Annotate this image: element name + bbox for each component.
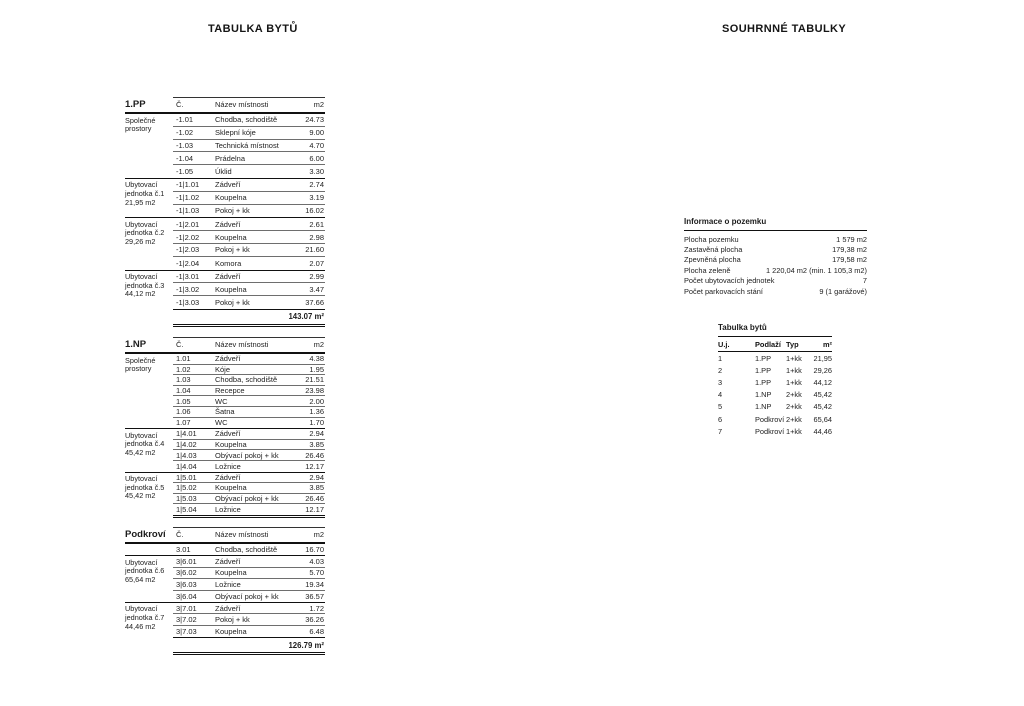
group-label-line: prostory <box>125 364 152 374</box>
room-name: Chodba, schodiště <box>215 375 278 385</box>
room-row <box>173 556 325 567</box>
room-area: 2.99 <box>309 271 324 281</box>
land-info-row <box>684 244 867 254</box>
apartment-row <box>718 389 832 401</box>
land-info-label: Zastavěná plocha <box>684 245 743 255</box>
room-number: 1.04 <box>176 386 191 396</box>
col-header-floor: Podlaží <box>755 339 781 349</box>
room-name: Ložnice <box>215 461 241 471</box>
apartment-floor: 1.PP <box>755 365 772 375</box>
group-label <box>125 473 173 515</box>
room-name: Ložnice <box>215 579 241 589</box>
apartment-type: 2+kk <box>786 390 802 400</box>
room-name: Recepce <box>215 386 245 396</box>
apartments-summary-table <box>718 323 832 437</box>
apartment-floor: Podkroví <box>755 426 785 436</box>
room-table-header <box>125 97 325 114</box>
apartment-unit: 3 <box>718 377 723 387</box>
apartment-row <box>718 376 832 388</box>
room-row <box>173 386 325 397</box>
land-info-label: Plocha zeleně <box>684 265 731 275</box>
room-area: 1.70 <box>309 418 324 428</box>
room-area: 21.51 <box>305 375 324 385</box>
group-label-line: 65,64 m2 <box>125 575 156 585</box>
apartment-type: 1+kk <box>786 377 802 387</box>
col-header-name: Název místnosti <box>215 340 269 349</box>
room-area: 3.85 <box>309 483 324 493</box>
group-rows <box>173 544 325 555</box>
group-label-line: jednotka č.2 <box>125 228 165 238</box>
group-label-line: 45,42 m2 <box>125 491 156 501</box>
room-area: 23.98 <box>305 386 324 396</box>
apartment-unit: 2 <box>718 365 723 375</box>
room-number: 1.06 <box>176 407 191 417</box>
land-info-label: Počet ubytovacích jednotek <box>684 276 775 286</box>
room-row <box>173 494 325 505</box>
room-row <box>173 418 325 429</box>
room-name: Komora <box>215 258 242 268</box>
room-number: -1.03 <box>176 140 194 150</box>
room-row <box>173 579 325 590</box>
room-row <box>173 271 325 284</box>
group-label-line: 21,95 m2 <box>125 197 156 207</box>
apartments-header-row <box>718 337 832 352</box>
room-name: Koupelna <box>215 284 247 294</box>
group-label-line: Ubytovací <box>125 219 158 229</box>
room-area: 9.00 <box>309 128 324 138</box>
room-number: 1.07 <box>176 418 191 428</box>
room-name: Obývací pokoj + kk <box>215 450 279 460</box>
group-rows <box>173 473 325 515</box>
room-area: 37.66 <box>305 298 324 308</box>
room-area: 3.30 <box>309 167 324 177</box>
room-row <box>173 591 325 602</box>
land-info-value: 1 220,04 m2 (min. 1 105,3 m2) <box>765 265 867 275</box>
room-group <box>125 217 325 269</box>
room-name: Koupelna <box>215 483 247 493</box>
col-header-area: m2 <box>313 530 324 539</box>
room-row <box>173 375 325 386</box>
col-header-number: Č. <box>176 530 184 539</box>
room-name: Pokoj + kk <box>215 298 250 308</box>
group-label-line: 29,26 m2 <box>125 237 156 247</box>
room-group <box>125 555 325 602</box>
group-label-line: 44,46 m2 <box>125 621 156 631</box>
apartment-area: 29,26 <box>813 365 832 375</box>
room-table-header <box>125 527 325 544</box>
room-area: 2.94 <box>309 472 324 482</box>
room-group <box>125 114 325 178</box>
room-name: Prádelna <box>215 153 246 163</box>
room-number: -1.01 <box>176 115 194 125</box>
room-name: Koupelna <box>215 193 247 203</box>
room-area: 16.02 <box>305 206 324 216</box>
room-number: 3|6.01 <box>176 557 197 567</box>
apartment-area: 45,42 <box>813 402 832 412</box>
land-info-table <box>684 217 867 296</box>
room-group <box>125 270 325 309</box>
apartment-area: 44,46 <box>813 426 832 436</box>
group-label-line: Ubytovací <box>125 180 158 190</box>
room-row <box>173 396 325 407</box>
room-number: -1|3.02 <box>176 284 200 294</box>
room-row <box>173 192 325 205</box>
room-name: Zádveří <box>215 354 241 364</box>
room-row <box>173 296 325 309</box>
group-label-line: jednotka č.4 <box>125 439 165 449</box>
group-label-line: jednotka č.1 <box>125 189 165 199</box>
land-info-value: 179,38 m2 <box>832 245 867 255</box>
apartment-unit: 1 <box>718 353 723 363</box>
group-rows <box>173 179 325 217</box>
room-area: 36.26 <box>305 615 324 625</box>
room-area: 4.38 <box>309 354 324 364</box>
room-row <box>173 614 325 625</box>
room-row <box>173 257 325 270</box>
room-name: Koupelna <box>215 568 247 578</box>
apartment-unit: 6 <box>718 414 723 424</box>
group-label-line: Ubytovací <box>125 604 158 614</box>
apartment-floor: 1.NP <box>755 390 772 400</box>
group-label-line: jednotka č.6 <box>125 566 165 576</box>
apartment-area: 44,12 <box>813 377 832 387</box>
room-area: 2.98 <box>309 232 324 242</box>
apartment-unit: 4 <box>718 390 723 400</box>
room-name: Obývací pokoj + kk <box>215 591 279 601</box>
room-area: 6.48 <box>309 626 324 636</box>
group-label-line: Ubytovací <box>125 557 158 567</box>
room-group <box>125 354 325 428</box>
room-number: -1|3.01 <box>176 271 200 281</box>
room-area: 12.17 <box>305 505 324 515</box>
land-info-row <box>684 276 867 286</box>
room-area: 4.70 <box>309 140 324 150</box>
apartment-type: 1+kk <box>786 353 802 363</box>
room-area: 2.07 <box>309 258 324 268</box>
room-table-1np <box>125 337 325 518</box>
room-name: Zádveří <box>215 472 241 482</box>
land-info-value: 1 579 m2 <box>836 234 867 244</box>
room-area: 24.73 <box>305 115 324 125</box>
group-rows <box>173 429 325 471</box>
room-row <box>173 114 325 127</box>
room-area: 2.00 <box>309 396 324 406</box>
room-row <box>173 218 325 231</box>
group-label-line: Ubytovací <box>125 474 158 484</box>
room-row <box>173 152 325 165</box>
room-row <box>173 450 325 461</box>
col-header-area: m² <box>822 339 832 349</box>
land-info-row <box>684 265 867 275</box>
room-group <box>125 472 325 515</box>
group-label-line: 44,12 m2 <box>125 289 156 299</box>
group-label-line: 45,42 m2 <box>125 447 156 457</box>
room-name: Zádveří <box>215 557 241 567</box>
col-header-number: Č. <box>176 340 184 349</box>
room-area: 2.61 <box>309 219 324 229</box>
group-label <box>125 544 173 555</box>
room-row <box>173 626 325 637</box>
room-row <box>173 473 325 484</box>
land-info-value: 7 <box>862 276 867 286</box>
group-label-line: jednotka č.5 <box>125 482 165 492</box>
room-area: 26.46 <box>305 494 324 504</box>
room-number: 1|4.03 <box>176 450 197 460</box>
room-number: 1.01 <box>176 354 191 364</box>
room-row <box>173 544 325 555</box>
room-area: 2.94 <box>309 429 324 439</box>
room-area: 1.36 <box>309 407 324 417</box>
column-headers <box>173 97 325 112</box>
apartment-area: 65,64 <box>813 414 832 424</box>
room-number: 1.03 <box>176 375 191 385</box>
apartment-floor: 1.PP <box>755 353 772 363</box>
room-number: 1|5.03 <box>176 494 197 504</box>
room-number: 1.05 <box>176 396 191 406</box>
apartment-unit: 7 <box>718 426 723 436</box>
room-name: Šatna <box>215 407 235 417</box>
room-number: 3|7.02 <box>176 615 197 625</box>
room-number: -1|3.03 <box>176 298 200 308</box>
group-label <box>125 354 173 428</box>
room-area: 26.46 <box>305 450 324 460</box>
room-name: Zádveří <box>215 603 241 613</box>
room-number: 3|7.03 <box>176 626 197 636</box>
room-name: Zádveří <box>215 219 241 229</box>
col-header-name: Název místnosti <box>215 100 269 109</box>
apartment-area: 45,42 <box>813 390 832 400</box>
room-name: Kóje <box>215 364 231 374</box>
land-info-row <box>684 286 867 296</box>
room-row <box>173 568 325 579</box>
apartment-type: 2+kk <box>786 402 802 412</box>
room-name: Koupelna <box>215 232 247 242</box>
group-label <box>125 429 173 471</box>
land-info-row <box>684 234 867 244</box>
room-table-header <box>125 337 325 354</box>
room-area: 16.70 <box>305 545 324 555</box>
apartment-row <box>718 352 832 364</box>
group-label <box>125 556 173 602</box>
apartment-type: 1+kk <box>786 426 802 436</box>
column-headers <box>173 337 325 352</box>
room-name: WC <box>215 418 228 428</box>
left-page-title: TABULKA BYTŮ <box>208 23 298 35</box>
col-header-area: m2 <box>313 100 324 109</box>
room-group <box>125 178 325 217</box>
apartment-row <box>718 425 832 437</box>
room-name: Zádveří <box>215 429 241 439</box>
room-name: Obývací pokoj + kk <box>215 494 279 504</box>
room-number: -1.04 <box>176 153 194 163</box>
room-number: 3|6.04 <box>176 591 197 601</box>
room-number: 3|6.03 <box>176 579 197 589</box>
room-name: Pokoj + kk <box>215 615 250 625</box>
group-rows <box>173 114 325 178</box>
room-number: 1|4.02 <box>176 440 197 450</box>
room-name: WC <box>215 396 228 406</box>
col-header-area: m2 <box>313 340 324 349</box>
room-area: 36.57 <box>305 591 324 601</box>
room-row <box>173 461 325 472</box>
table-end-rule <box>173 515 325 518</box>
apartment-area: 21,95 <box>813 353 832 363</box>
room-group <box>125 602 325 637</box>
land-info-row <box>684 255 867 265</box>
room-area: 21.60 <box>305 245 324 255</box>
group-label <box>125 271 173 309</box>
col-header-number: Č. <box>176 100 184 109</box>
room-name: Zádveří <box>215 180 241 190</box>
room-row <box>173 231 325 244</box>
room-number: -1|1.03 <box>176 206 200 216</box>
room-area: 3.47 <box>309 284 324 294</box>
apartment-row <box>718 401 832 413</box>
column-headers <box>173 527 325 542</box>
room-area: 5.70 <box>309 568 324 578</box>
apartment-row <box>718 413 832 425</box>
group-label-line: jednotka č.7 <box>125 613 165 623</box>
room-name: Chodba, schodiště <box>215 545 278 555</box>
group-rows <box>173 218 325 269</box>
room-table-1pp <box>125 97 325 327</box>
room-area: 19.34 <box>305 579 324 589</box>
room-number: -1|2.02 <box>176 232 200 242</box>
room-number: -1|2.01 <box>176 219 200 229</box>
group-label-line: Ubytovací <box>125 430 158 440</box>
room-row <box>173 127 325 140</box>
group-label <box>125 218 173 269</box>
room-name: Koupelna <box>215 440 247 450</box>
right-page-title: SOUHRNNÉ TABULKY <box>722 23 847 35</box>
apartment-floor: 1.PP <box>755 377 772 387</box>
col-header-unit: U.j. <box>718 339 730 349</box>
room-number: -1|2.03 <box>176 245 200 255</box>
floor-label: Podkroví <box>125 529 166 540</box>
col-header-name: Název místnosti <box>215 530 269 539</box>
group-label <box>125 603 173 637</box>
group-rows <box>173 354 325 428</box>
room-name: Chodba, schodiště <box>215 115 278 125</box>
apartment-unit: 5 <box>718 402 723 412</box>
group-label-line: prostory <box>125 124 152 134</box>
room-table-podkrovi <box>125 527 325 655</box>
group-label-line: Ubytovací <box>125 272 158 282</box>
apartment-row <box>718 364 832 376</box>
room-number: 1|5.04 <box>176 505 197 515</box>
room-area: 12.17 <box>305 461 324 471</box>
floor-label: 1.PP <box>125 99 146 110</box>
floor-label: 1.NP <box>125 339 147 350</box>
room-number: -1|1.02 <box>176 193 200 203</box>
room-name: Technická místnost <box>215 140 279 150</box>
room-row <box>173 244 325 257</box>
room-row <box>173 165 325 178</box>
room-row <box>173 504 325 515</box>
room-area: 6.00 <box>309 153 324 163</box>
room-name: Zádveří <box>215 271 241 281</box>
group-rows <box>173 271 325 309</box>
room-number: -1.02 <box>176 128 194 138</box>
room-row <box>173 483 325 494</box>
room-row <box>173 365 325 376</box>
room-group <box>125 428 325 471</box>
apartment-floor: Podkroví <box>755 414 785 424</box>
room-name: Sklepní kóje <box>215 128 256 138</box>
room-group <box>125 544 325 555</box>
room-number: 3.01 <box>176 545 191 555</box>
group-label-line: Společné <box>125 115 156 125</box>
room-number: 1|4.04 <box>176 461 197 471</box>
room-number: 1.02 <box>176 364 191 374</box>
room-area: 2.74 <box>309 180 324 190</box>
apartment-type: 2+kk <box>786 414 802 424</box>
group-rows <box>173 603 325 637</box>
room-row <box>173 283 325 296</box>
land-info-value: 179,58 m2 <box>832 255 867 265</box>
apartment-floor: 1.NP <box>755 402 772 412</box>
room-name: Pokoj + kk <box>215 206 250 216</box>
room-number: 1|4.01 <box>176 429 197 439</box>
room-name: Ložnice <box>215 505 241 515</box>
room-area: 3.85 <box>309 440 324 450</box>
room-number: 3|7.01 <box>176 603 197 613</box>
room-row <box>173 407 325 418</box>
room-row <box>173 140 325 153</box>
room-area: 1.95 <box>309 364 324 374</box>
room-area: 1.72 <box>309 603 324 613</box>
room-number: 1|5.02 <box>176 483 197 493</box>
land-info-label: Zpevněná plocha <box>684 255 741 265</box>
room-row <box>173 354 325 365</box>
room-number: 3|6.02 <box>176 568 197 578</box>
land-info-title: Informace o pozemku <box>684 217 867 231</box>
room-name: Koupelna <box>215 626 247 636</box>
room-number: -1|1.01 <box>176 180 200 190</box>
room-number: 1|5.01 <box>176 472 197 482</box>
land-info-label: Počet parkovacích stání <box>684 286 763 296</box>
room-row <box>173 440 325 451</box>
room-number: -1.05 <box>176 167 194 177</box>
floor-total: 143.07 m² <box>173 309 325 327</box>
group-label <box>125 179 173 217</box>
room-row <box>173 179 325 192</box>
room-row <box>173 205 325 218</box>
apartment-type: 1+kk <box>786 365 802 375</box>
col-header-type: Typ <box>786 339 799 349</box>
floor-total: 126.79 m² <box>173 637 325 655</box>
room-name: Pokoj + kk <box>215 245 250 255</box>
room-area: 4.03 <box>309 557 324 567</box>
land-info-value: 9 (1 garážové) <box>819 286 867 296</box>
group-rows <box>173 556 325 602</box>
room-area: 3.19 <box>309 193 324 203</box>
room-row <box>173 603 325 614</box>
land-info-label: Plocha pozemku <box>684 234 739 244</box>
room-name: Úklid <box>215 167 232 177</box>
apartments-title: Tabulka bytů <box>718 323 832 337</box>
room-number: -1|2.04 <box>176 258 200 268</box>
group-label <box>125 114 173 178</box>
group-label-line: Společné <box>125 355 156 365</box>
room-row <box>173 429 325 440</box>
group-label-line: jednotka č.3 <box>125 280 165 290</box>
